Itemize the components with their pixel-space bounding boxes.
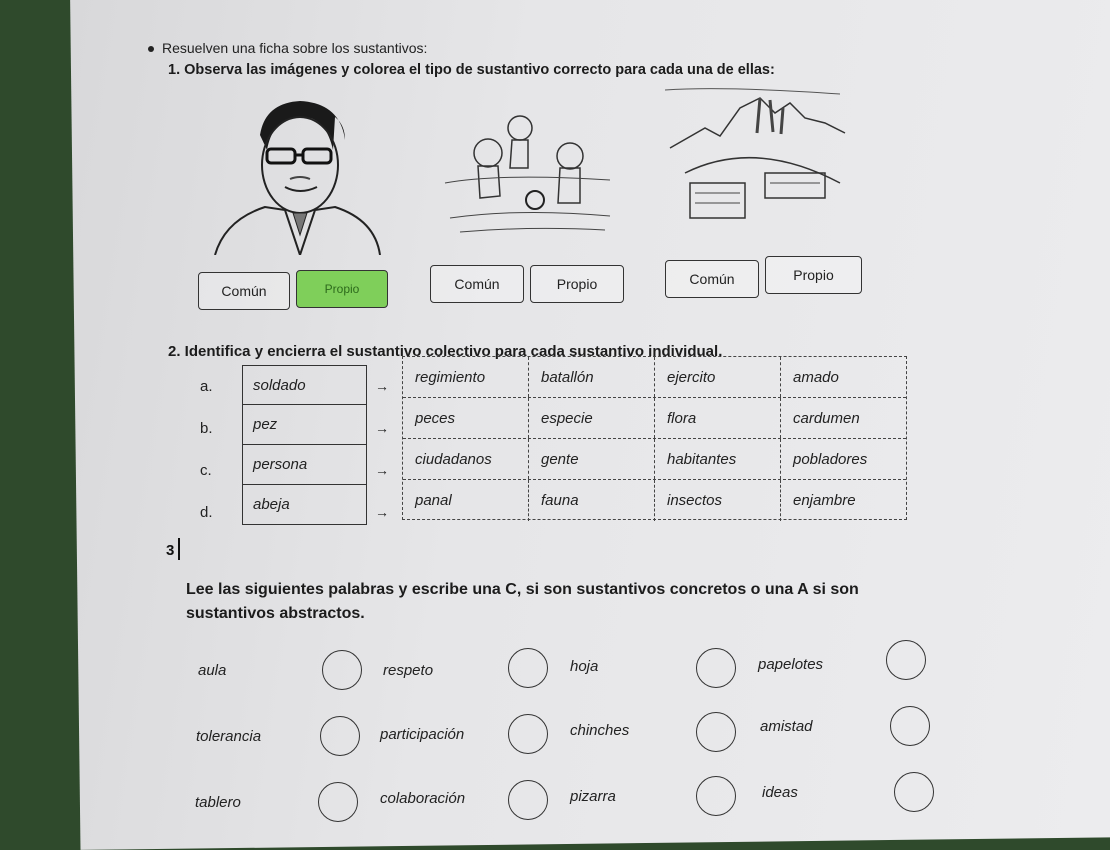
collective-option[interactable]: regimiento [403,357,529,397]
answer-circle[interactable] [508,780,548,820]
row-letter-c: c. [200,462,212,479]
answer-circle[interactable] [320,716,360,756]
collective-option[interactable]: amado [793,368,839,386]
word-label: participación [380,726,465,743]
collective-option[interactable]: enjambre [793,492,856,509]
word-label: chinches [570,722,630,739]
collective-option[interactable]: ejercito [655,357,781,397]
individual-noun-table [242,365,367,525]
answer-circle[interactable] [508,648,548,688]
collective-option[interactable]: especie [529,398,655,438]
collective-options-grid [402,356,907,520]
word-label: papelotes [758,656,824,673]
word-label: tablero [195,794,241,811]
arrow-icon: → [375,378,389,394]
word-label: respeto [383,662,434,679]
text-cursor [178,538,180,560]
answer-circle[interactable] [696,776,736,816]
collective-option[interactable]: panal [403,480,529,521]
answer-circle[interactable] [696,712,736,752]
word-label: pizarra [570,788,616,805]
collective-option[interactable]: ciudadanos [403,439,529,479]
word-label: amistad [760,718,813,735]
collective-option[interactable]: habitantes [655,439,781,479]
option-propio-1-colored[interactable]: Propio [296,270,388,308]
options-row [403,357,906,398]
collective-option[interactable]: peces [403,398,529,438]
answer-circle[interactable] [322,650,362,690]
collective-option[interactable]: pobladores [793,450,868,468]
option-propio-3[interactable]: Propio [765,256,862,294]
answer-circle[interactable] [508,714,548,754]
machu-picchu-image [665,88,855,228]
word-label: ideas [762,784,798,801]
individual-noun: soldado [242,365,367,405]
word-label: tolerancia [196,728,262,745]
arrow-icon: → [375,504,389,520]
word-label: colaboración [380,790,466,807]
individual-noun: abeja [242,485,367,525]
option-comun-3[interactable]: Común [665,260,759,298]
question-2-instruction: 2. Identifica y encierra el sustantivo colectivo para cada sustantivo individual. [168,343,723,360]
collective-option[interactable]: fauna [529,480,655,521]
collective-option[interactable]: batallón [529,357,655,397]
row-letter-d: d. [200,504,213,521]
options-row [403,439,906,480]
individual-noun: persona [242,445,367,485]
options-row [403,398,906,439]
collective-option[interactable]: gente [529,439,655,479]
option-comun-2[interactable]: Común [430,265,524,303]
question-1-instruction: 1. Observa las imágenes y colorea el tipo de sustantivo correcto para cada una de ellas: [168,62,775,78]
answer-circle[interactable] [318,782,358,822]
bullet-dot [148,46,154,52]
intro-text: Resuelven una ficha sobre los sustantivos: [162,40,428,56]
man-portrait-image [205,95,390,255]
word-label: aula [198,662,227,679]
collective-option[interactable]: flora [655,398,781,438]
answer-circle[interactable] [894,772,934,812]
option-comun-1[interactable]: Común [198,272,290,310]
answer-circle[interactable] [696,648,736,688]
arrow-icon: → [375,462,389,478]
collective-option[interactable]: cardumen [793,409,860,427]
answer-circle[interactable] [890,706,930,746]
row-letter-b: b. [200,420,213,437]
options-row [403,480,906,521]
arrow-icon: → [375,420,389,436]
answer-circle[interactable] [886,640,926,680]
option-propio-2[interactable]: Propio [530,265,624,303]
intro-line [148,40,427,56]
children-playing-image [440,108,615,238]
word-label: hoja [570,658,599,675]
question-3-instruction: Lee las siguientes palabras y escribe una C, si son sustantivos concretos o una A si son sustantivos abstractos. [186,581,859,622]
individual-noun: pez [242,405,367,445]
question-3-number: 3 [166,542,175,559]
row-letter-a: a. [200,378,213,395]
collective-option[interactable]: insectos [655,480,781,521]
